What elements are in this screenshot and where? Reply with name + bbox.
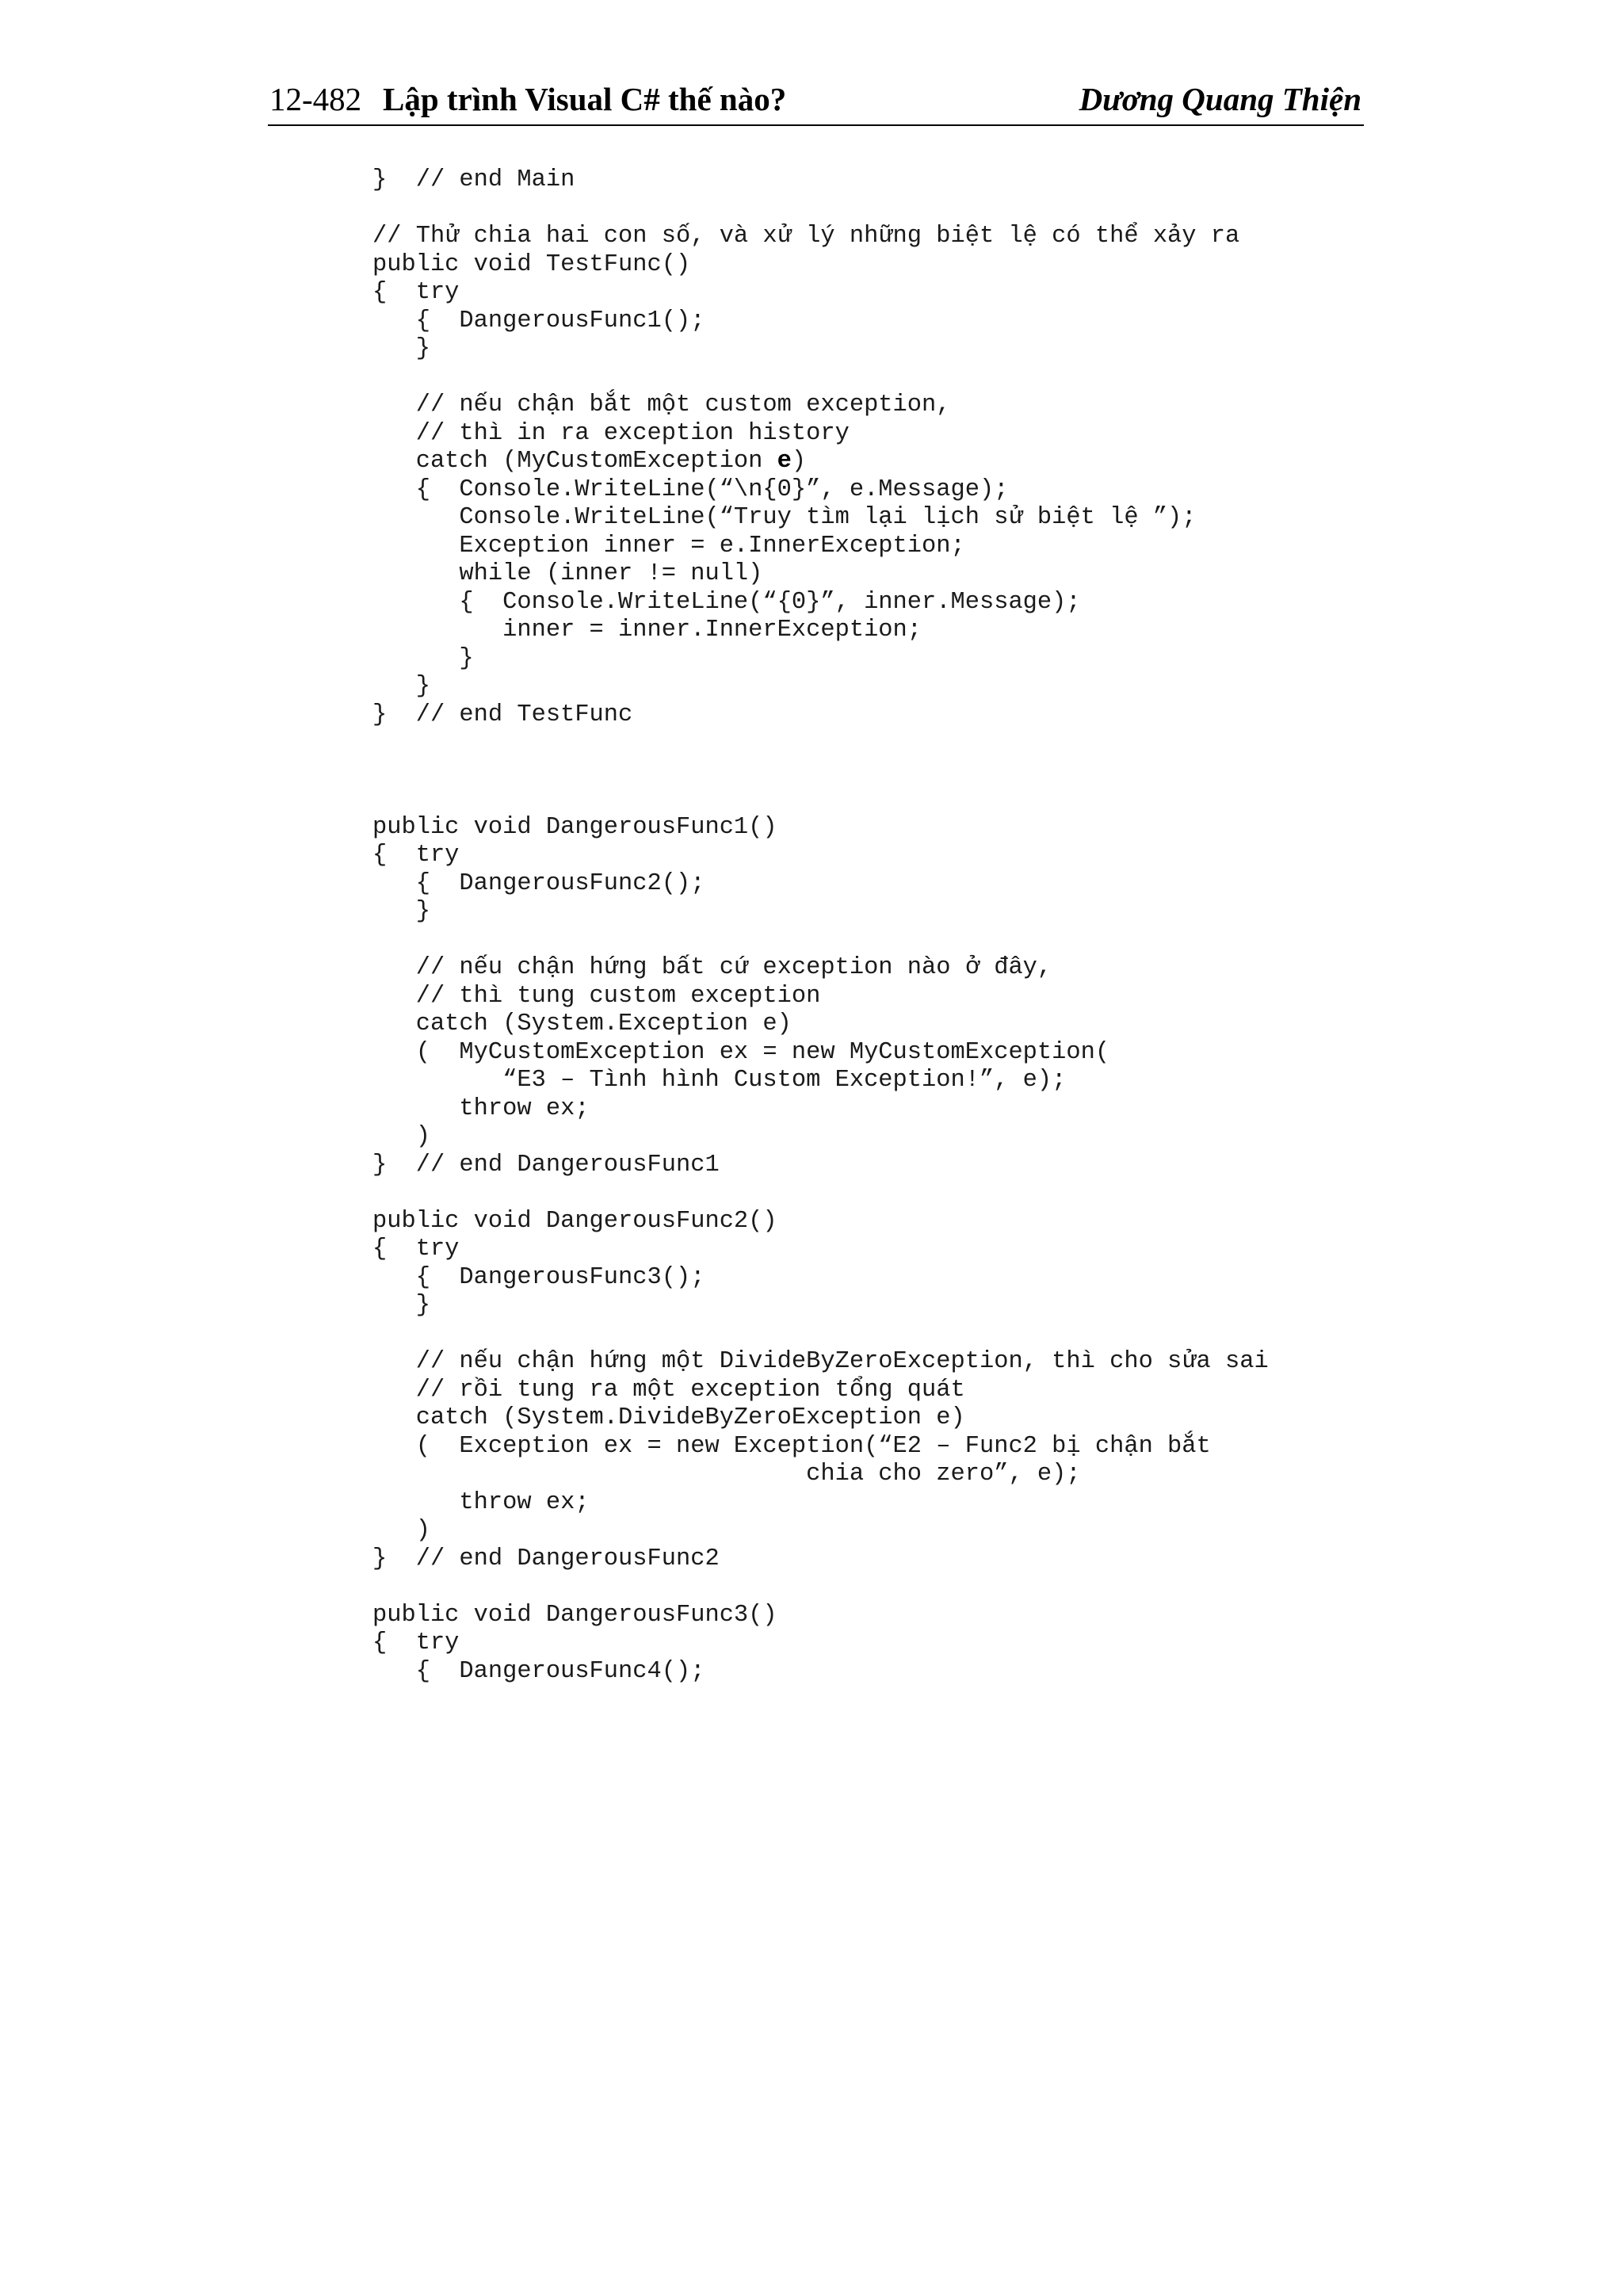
author-name: Dương Quang Thiện bbox=[1079, 81, 1361, 117]
code-line: // nếu chận bắt một custom exception, bbox=[372, 392, 951, 418]
code-line: } // end Main bbox=[372, 166, 575, 193]
code-line: } // end DangerousFunc1 bbox=[372, 1151, 720, 1179]
code-line: inner = inner.InnerException; bbox=[372, 617, 922, 644]
code-line: public void DangerousFunc3() bbox=[372, 1601, 777, 1629]
code-line: catch (System.Exception e) bbox=[372, 1010, 792, 1037]
code-line: { DangerousFunc4(); bbox=[372, 1657, 705, 1685]
code-line: { try bbox=[372, 1236, 460, 1263]
code-line: // nếu chận hứng bất cứ exception nào ở đây, bbox=[372, 954, 1052, 981]
code-line bbox=[372, 926, 1355, 955]
code-line: public void DangerousFunc2() bbox=[372, 1207, 777, 1235]
code-line: } // end TestFunc bbox=[372, 701, 633, 728]
code-line: throw ex; bbox=[372, 1095, 590, 1122]
code-line: Exception inner = e.InnerException; bbox=[372, 532, 965, 560]
code-listing bbox=[372, 166, 1355, 1686]
code-line: // rồi tung ra một exception tổng quát bbox=[372, 1376, 965, 1404]
code-line bbox=[372, 785, 1355, 814]
header-divider bbox=[268, 124, 1364, 126]
code-line: } bbox=[372, 335, 430, 362]
code-line: { DangerousFunc1(); bbox=[372, 307, 705, 334]
code-line: catch (System.DivideByZeroException e) bbox=[372, 1404, 965, 1431]
code-line: ( Exception ex = new Exception(“E2 – Func2 bị chận bắt bbox=[372, 1432, 1211, 1460]
code-line: ) bbox=[372, 1517, 430, 1544]
code-line: // nếu chận hứng một DivideByZeroException, thì cho sửa sai bbox=[372, 1348, 1269, 1375]
code-line: } bbox=[372, 644, 474, 672]
code-line: // thì tung custom exception bbox=[372, 982, 821, 1010]
code-line: { Console.WriteLine(“{0}”, inner.Message); bbox=[372, 588, 1081, 616]
code-line bbox=[372, 1320, 1355, 1349]
code-line bbox=[372, 195, 1355, 223]
code-line: { DangerousFunc2(); bbox=[372, 869, 705, 897]
code-line bbox=[372, 1573, 1355, 1602]
code-line: { try bbox=[372, 1629, 460, 1656]
code-line: “E3 – Tình hình Custom Exception!”, e); bbox=[372, 1067, 1067, 1094]
code-line bbox=[372, 364, 1355, 392]
code-line: while (inner != null) bbox=[372, 560, 763, 587]
code-line: } bbox=[372, 898, 430, 925]
code-line: chia cho zero”, e); bbox=[372, 1461, 1081, 1488]
code-line: // thì in ra exception history bbox=[372, 419, 850, 447]
book-title: Lập trình Visual C# thế nào? bbox=[383, 81, 787, 117]
code-line: { Console.WriteLine(“\n{0}”, e.Message); bbox=[372, 476, 1009, 503]
code-line: ( MyCustomException ex = new MyCustomException( bbox=[372, 1038, 1110, 1066]
code-line bbox=[372, 729, 1355, 758]
page-header bbox=[268, 73, 1361, 125]
page-number: 12-482 bbox=[269, 81, 362, 117]
code-line: public void DangerousFunc1() bbox=[372, 813, 777, 841]
code-line: public void TestFunc() bbox=[372, 250, 691, 278]
code-line: { DangerousFunc3(); bbox=[372, 1263, 705, 1291]
code-line: } bbox=[372, 1292, 430, 1319]
code-line: Console.WriteLine(“Truy tìm lại lịch sử biệt lệ ”); bbox=[372, 504, 1197, 531]
code-line: } bbox=[372, 673, 430, 700]
code-line bbox=[372, 1179, 1355, 1208]
code-line: catch (MyCustomException e) bbox=[372, 448, 807, 475]
code-line: throw ex; bbox=[372, 1488, 590, 1516]
code-line: // Thử chia hai con số, và xử lý những biệt lệ có thể xảy ra bbox=[372, 223, 1240, 250]
code-line: { try bbox=[372, 279, 460, 306]
code-line: ) bbox=[372, 1123, 430, 1150]
code-line: } // end DangerousFunc2 bbox=[372, 1545, 720, 1572]
code-line bbox=[372, 758, 1355, 786]
code-line: { try bbox=[372, 842, 460, 869]
